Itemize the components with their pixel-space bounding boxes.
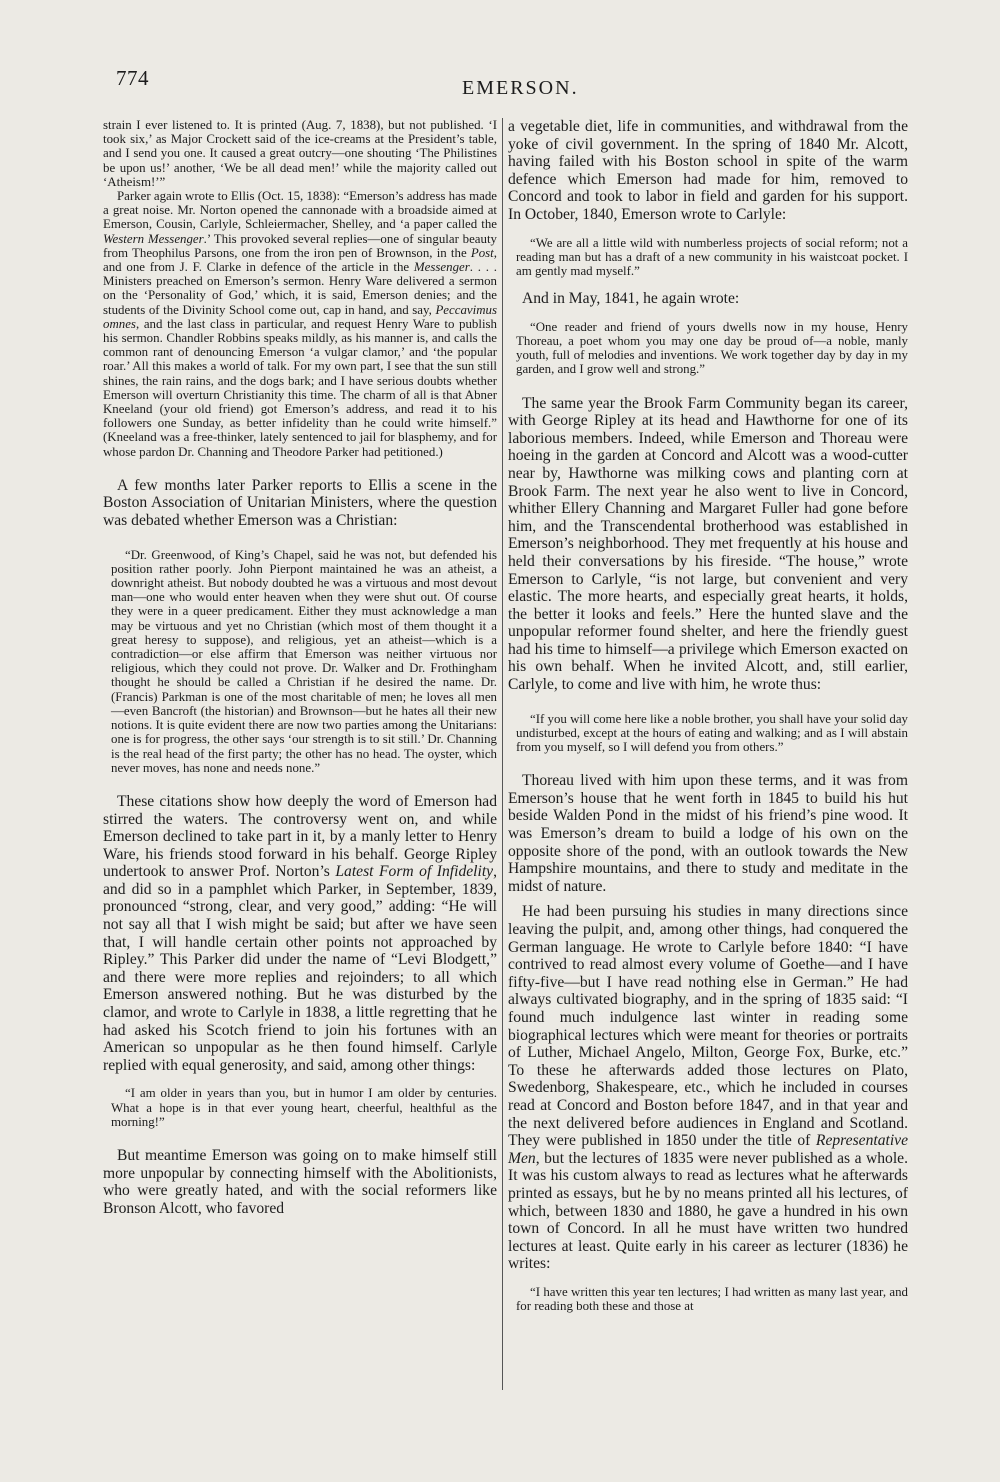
block-quote: “I am older in years than you, but in humor I am older by centuries. What a hope is in that ever young heart, cheerful, healthful as the morning!” (111, 1086, 497, 1129)
paragraph: Parker again wrote to Ellis (Oct. 15, 1838): “Emerson’s address has made a great noise. Mr. Norton opened the cannonade with a broadside aimed at Emerson, Cousin, Carlyle, Schleiermacher, Shelley, and ‘a paper called the Western Messenger.’ This provoked several replies—one of singular beauty from Theophilus Parsons, one from the iron pen of Brownson, in the Post, and one from J. F. Clarke in defence of the article in the Messenger. . . . Ministers preached on Emerson’s sermon. Henry Ware delivered a sermon on the ‘Personality of God,’ which, it is said, Emerson denies; and the students of the Divinity School come out, cap in hand, and say, Peccavimus omnes, and the last class in particular, and request Henry Ware to publish his sermon. Chandler Robbins speaks mildly, as his manner is, and calls the common rant of denouncing Emerson ‘a vulgar clamor,’ and ‘the popular roar.’ All this makes a world of talk. For my own part, I see that the sun still shines, the rain rains, and the dogs bark; and I have serious doubts whether Emerson will overturn Christianity this time. The charm of all is that Abner Kneeland (your old friend) got Emerson’s address, and read it to his followers one Sunday, as better infidelity than he could write himself.” (Kneeland was a free-thinker, lately sentenced to jail for blasphemy, and for whose pardon Dr. Channing and Theodore Parker had petitioned.) (103, 189, 497, 459)
italic-title: Representative Men (508, 1132, 908, 1167)
column-divider (502, 118, 503, 1390)
italic-title: Messenger (413, 260, 470, 275)
italic-title: Western Messenger (103, 231, 204, 246)
paragraph: He had been pursuing his studies in many directions since leaving the pulpit, and, among other things, had conquered the German language. He wrote to Carlyle before 1840: “I have contrived to read almost every volume of Goethe—and I have fifty-five—but I have read nothing else in German.” He had always cultivated biography, and in the spring of 1835 said: “I found much indulgence last winter in reading some biographical lectures which were meant for theories or portraits of Luther, Michael Angelo, Milton, George Fox, Burke, etc.” To these he afterwards added those lectures on Plato, Swedenborg, Shakespeare, etc., which he included in courses read at Concord and Boston before 1847, and in that year and the next delivered before audiences in England and Scotland. They were published in 1850 under the title of Representative Men, but the lectures of 1835 were never published as a whole. It was his custom always to read as lectures what he afterwards printed as essays, but he by no means printed all his lectures, of which, between 1830 and 1880, he gave a hundred in his own town of Concord. In all he must have written two hundred lectures at least. Quite early in his career as lecturer (1836) he writes: (508, 903, 908, 1273)
italic-title: Latest Form of Infidelity (335, 863, 494, 881)
paragraph: A few months later Parker reports to Ellis a scene in the Boston Association of Unitarian Ministers, where the question was debated whether Emerson was a Christian: (103, 476, 497, 530)
block-quote: “Dr. Greenwood, of King’s Chapel, said he was not, but defended his position rather poorly. John Pierpont maintained he was an atheist, a downright atheist. But nobody doubted he was a virtuous and most devout man—one who would enter heaven when they were shut out. Of course they were in a queer predicament. Either they must acknowledge a man may be virtuous and yet no Christian (which most of them thought it a great heresy to suppose), and religious, yet an atheist—which is a contradiction—or else affirm that Emerson was neither virtuous nor religious, which they could not prove. Dr. Walker and Dr. Frothingham thought he should be called a Christian if he desired the name. Dr. (Francis) Parkman is one of the most charitable of men; he loves all men—even Bancroft (the historian) and Brownson—but he hates all their new notions. It is quite evident there are now two parties among the Unitarians: one is for progress, the other says ‘our strength is to sit still.’ Dr. Channing is the real head of the first party; the other has no head. The oyster, which never moves, has none and needs none.” (111, 547, 497, 775)
page-number: 774 (116, 66, 149, 90)
left-column (103, 118, 497, 1217)
paragraph: And in May, 1841, he again wrote: (522, 290, 740, 308)
right-column (508, 118, 908, 1313)
paragraph: The same year the Brook Farm Community began its career, with George Ripley at its head and Hawthorne for one of its laborious members. Indeed, while Emerson and Thoreau were hoeing in the garden at Concord and Alcott was a wood-cutter near by, Hawthorne was milking cows and planting corn at Brook Farm. The next year he also went to live in Concord, whither Ellery Channing and Margaret Fuller had gone before him, and the Transcendental brotherhood was established in Emerson’s neighborhood. They met frequently at his house and held their conversations by his fireside. “The house,” wrote Emerson to Carlyle, “is not large, but convenient and very elastic. The more hearts, and especially great hearts, it holds, the better it looks and feels.” Here the hunted slave and the unpopular reformer found shelter, and here the friendly guest had his time to himself—a privilege which Emerson exacted on his own behalf. When he invited Alcott, and, still earlier, Carlyle, to come and live with him, he wrote thus: (508, 394, 908, 694)
running-head: EMERSON. (462, 77, 579, 99)
block-quote: “If you will come here like a noble brother, you shall have your solid day undisturbed, except at the hours of eating and walking; and as I will abstain from you myself, so I will defend you from others.” (516, 711, 908, 755)
paragraph: But meantime Emerson was going on to make himself still more unpopular by connecting himself with the Abolitionists, who were greatly hated, and with the social reformers like Bronson Alcott, who favored (103, 1147, 497, 1217)
paragraph: a vegetable diet, life in communities, and withdrawal from the yoke of civil government. In the spring of 1840 Mr. Alcott, having failed with his Boston school in spite of the warm defence which Emerson had made for him, removed to Concord and took to labor in field and garden for his support. In October, 1840, Emerson wrote to Carlyle: (508, 118, 908, 223)
block-quote: “We are all a little wild with numberless projects of social reform; not a reading man but has a draft of a new community in his waistcoat pocket. I am gently mad myself.” (516, 235, 908, 278)
paragraph: These citations show how deeply the word of Emerson had stirred the waters. The controversy went on, and while Emerson declined to take part in it, by a manly letter to Henry Ware, his friends stood forward in his behalf. George Ripley undertook to answer Prof. Norton’s Latest Form of Infidelity, and did so in a pamphlet which Parker, in September, 1839, pronounced “strong, clear, and very good,” adding: “He will not say all that I wish might be said; but after we have seen that, I will handle certain other points not approached by Ripley.” This Parker did under the name of “Levi Blodgett,” and there were more replies and rejoinders; to all which Emerson answered nothing. But he was disturbed by the clamor, and wrote to Carlyle in 1838, a little regretting that he had asked his Scotch friend to join his fortunes with an American so unpopular as he then found himself. Carlyle replied with equal generosity, and said, among other things: (103, 792, 497, 1074)
block-quote: “One reader and friend of yours dwells now in my house, Henry Thoreau, a poet whom you may one day be proud of—a noble, manly youth, full of melodies and inventions. We work together day by day in my garden, and I grow well and strong.” (516, 319, 908, 377)
paragraph: strain I ever listened to. It is printed (Aug. 7, 1838), but not published. ‘I took six,’ as Major Crockett said of the ice-creams at the President’s table, and I send you one. It caused a great outcry—one shouting ‘The Philistines be upon us!’ another, ‘We be all dead men!’ while the majority called out ‘Atheism!’” (103, 118, 497, 189)
italic-title: Post (470, 245, 494, 260)
italic-phrase: Peccavimus omnes (103, 302, 497, 331)
paragraph: Thoreau lived with him upon these terms, and it was from Emerson’s house that he went forth in 1845 to build his hut beside Walden Pond in the midst of his friend’s pine wood. It was Emerson’s dream to build a lodge of his own on the opposite shore of the pond, with an outlook towards the New Hampshire mountains, and there to study and meditate in the midst of nature. (508, 772, 908, 895)
block-quote: “I have written this year ten lectures; I had written as many last year, and for reading both these and those at (516, 1284, 908, 1314)
